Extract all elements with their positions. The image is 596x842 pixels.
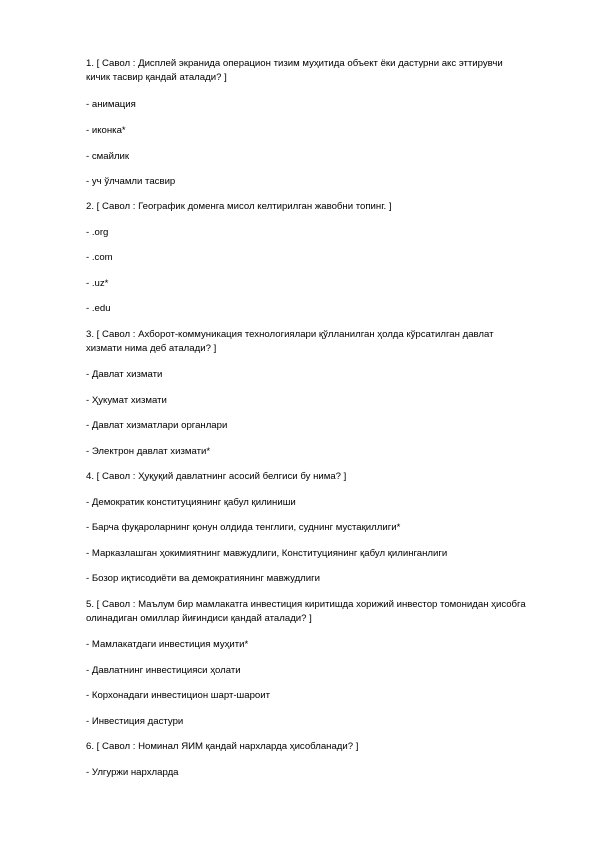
answer-5-b: - Давлатнинг инвестицияси ҳолати [86,665,241,676]
answer-2-d: - .edu [86,303,111,314]
answer-4-a: - Демократик конституциянинг қабул қилиниши [86,497,296,508]
answer-1-b: - иконка* [86,125,126,136]
answer-1-d: - уч ўлчамли тасвир [86,176,176,187]
answer-2-c: - .uz* [86,278,109,289]
answer-4-b: - Барча фуқароларнинг қонун олдида тенглиги, суднинг мустақиллиги* [86,522,401,533]
question-6-line-1: 6. [ Савол : Номинал ЯИМ қандай нархларда ҳисобланади? ] [86,741,359,752]
answer-3-d: - Электрон давлат хизмати* [86,446,211,457]
question-3-line-2: хизмати нима деб аталади? ] [86,343,217,354]
answer-5-d: - Инвестиция дастури [86,716,184,727]
answer-3-a: - Давлат хизмати [86,369,163,380]
question-4-line-1: 4. [ Савол : Ҳуқуқий давлатнинг асосий белгиси бу нима? ] [86,471,347,482]
question-5-line-2: олинадиган омиллар йиғиндиси қандай аталади? ] [86,613,312,624]
answer-3-c: - Давлат хизматлари органлари [86,420,228,431]
question-1-line-2: кичик тасвир қандай аталади? ] [86,72,227,83]
answer-5-a: - Мамлакатдаги инвестиция муҳити* [86,639,249,650]
answer-4-d: - Бозор иқтисодиёти ва демократиянинг мавжудлиги [86,573,320,584]
answer-2-a: - .org [86,227,109,238]
answer-1-c: - смайлик [86,151,130,162]
answer-1-a: - анимация [86,99,136,110]
answer-4-c: - Марказлашган ҳокимиятнинг мавжудлиги, Конституциянинг қабул қилинганлиги [86,548,448,559]
answer-5-c: - Корхонадаги инвестицион шарт-шароит [86,690,271,701]
question-3-line-1: 3. [ Савол : Ахборот-коммуникация технологиялари қўлланилган ҳолда кўрсатилган давлат [86,329,494,340]
question-2-line-1: 2. [ Савол : Географик доменга мисол келтирилган жавобни топинг. ] [86,201,392,212]
question-5-line-1: 5. [ Савол : Маълум бир мамлакатга инвестиция киритишда хорижий инвестор томонидан ҳисобга [86,599,526,610]
answer-2-b: - .com [86,252,113,263]
answer-6-a: - Улгуржи нархларда [86,767,179,778]
question-1-line-1: 1. [ Савол : Дисплей экранида операцион тизим муҳитида объект ёки дастурни акс эттирувчи [86,58,503,69]
answer-3-b: - Ҳукумат хизмати [86,395,167,406]
